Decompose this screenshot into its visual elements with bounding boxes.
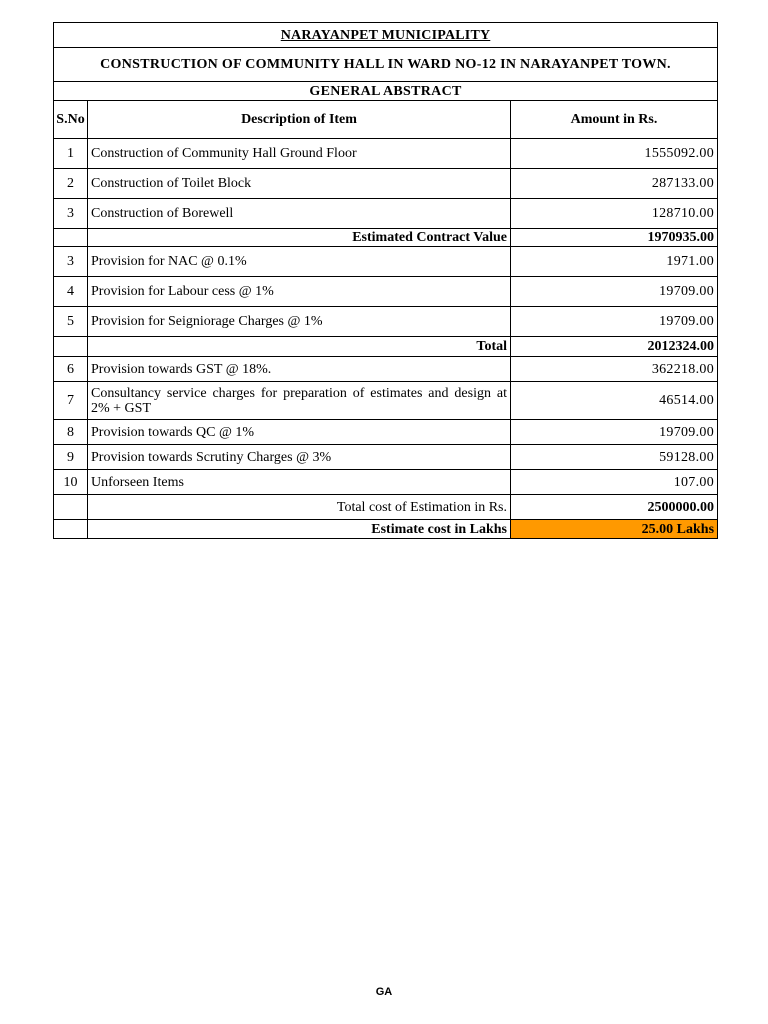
row-amount: 362218.00 [511,357,718,382]
row-amount: 128710.00 [511,199,718,229]
table-row [54,382,718,420]
row-amount: 107.00 [511,470,718,495]
row-amount: 1555092.00 [511,139,718,169]
table-row [54,470,718,495]
row-sno: 3 [54,247,88,277]
row-description: Provision towards Scrutiny Charges @ 3% [88,445,511,470]
row-amount: 287133.00 [511,169,718,199]
header-sno: S.No [54,101,88,139]
row-sno [54,229,88,247]
lakhs-row [54,520,718,539]
row-sno [54,337,88,357]
row-sno [54,495,88,520]
general-abstract-table [53,22,718,539]
row-description: Construction of Community Hall Ground Floor [88,139,511,169]
document-subtitle: CONSTRUCTION OF COMMUNITY HALL IN WARD NO-12 IN NARAYANPET TOWN. [54,48,718,82]
section-title: GENERAL ABSTRACT [54,82,718,101]
table-row [54,277,718,307]
total-label: Total [88,337,511,357]
row-description: Provision towards GST @ 18%. [88,357,511,382]
section-row [54,82,718,101]
estimate-cost-lakhs-amount: 25.00 Lakhs [511,520,718,539]
row-description: Unforseen Items [88,470,511,495]
row-sno: 7 [54,382,88,420]
row-sno: 4 [54,277,88,307]
row-sno: 10 [54,470,88,495]
row-description: Provision towards QC @ 1% [88,420,511,445]
total-cost-amount: 2500000.00 [511,495,718,520]
table-row [54,445,718,470]
estimated-contract-value-label: Estimated Contract Value [88,229,511,247]
row-sno: 3 [54,199,88,229]
header-amount: Amount in Rs. [511,101,718,139]
row-amount: 1971.00 [511,247,718,277]
row-sno: 2 [54,169,88,199]
row-description: Provision for NAC @ 0.1% [88,247,511,277]
row-amount: 19709.00 [511,307,718,337]
row-amount: 46514.00 [511,382,718,420]
row-description: Provision for Labour cess @ 1% [88,277,511,307]
row-description: Provision for Seigniorage Charges @ 1% [88,307,511,337]
row-sno: 6 [54,357,88,382]
document-title: NARAYANPET MUNICIPALITY [54,23,718,48]
page-footer: GA [375,986,393,998]
row-sno: 5 [54,307,88,337]
row-amount: 19709.00 [511,420,718,445]
row-description: Consultancy service charges for preparation of estimates and design at 2% + GST [88,382,511,420]
total-amount: 2012324.00 [511,337,718,357]
table-row [54,247,718,277]
table-row [54,169,718,199]
subtotal-row [54,229,718,247]
table-row [54,139,718,169]
row-sno [54,520,88,539]
row-sno: 9 [54,445,88,470]
subtotal-row [54,337,718,357]
estimated-contract-value-amount: 1970935.00 [511,229,718,247]
table-row [54,357,718,382]
grand-total-row [54,495,718,520]
row-sno: 1 [54,139,88,169]
total-cost-label: Total cost of Estimation in Rs. [88,495,511,520]
subtitle-row [54,48,718,82]
table-row [54,420,718,445]
row-sno: 8 [54,420,88,445]
row-description: Construction of Borewell [88,199,511,229]
estimate-cost-lakhs-label: Estimate cost in Lakhs [88,520,511,539]
table-row [54,307,718,337]
row-amount: 59128.00 [511,445,718,470]
table-row [54,199,718,229]
row-amount: 19709.00 [511,277,718,307]
header-description: Description of Item [88,101,511,139]
title-row [54,23,718,48]
header-row [54,101,718,139]
row-description: Construction of Toilet Block [88,169,511,199]
